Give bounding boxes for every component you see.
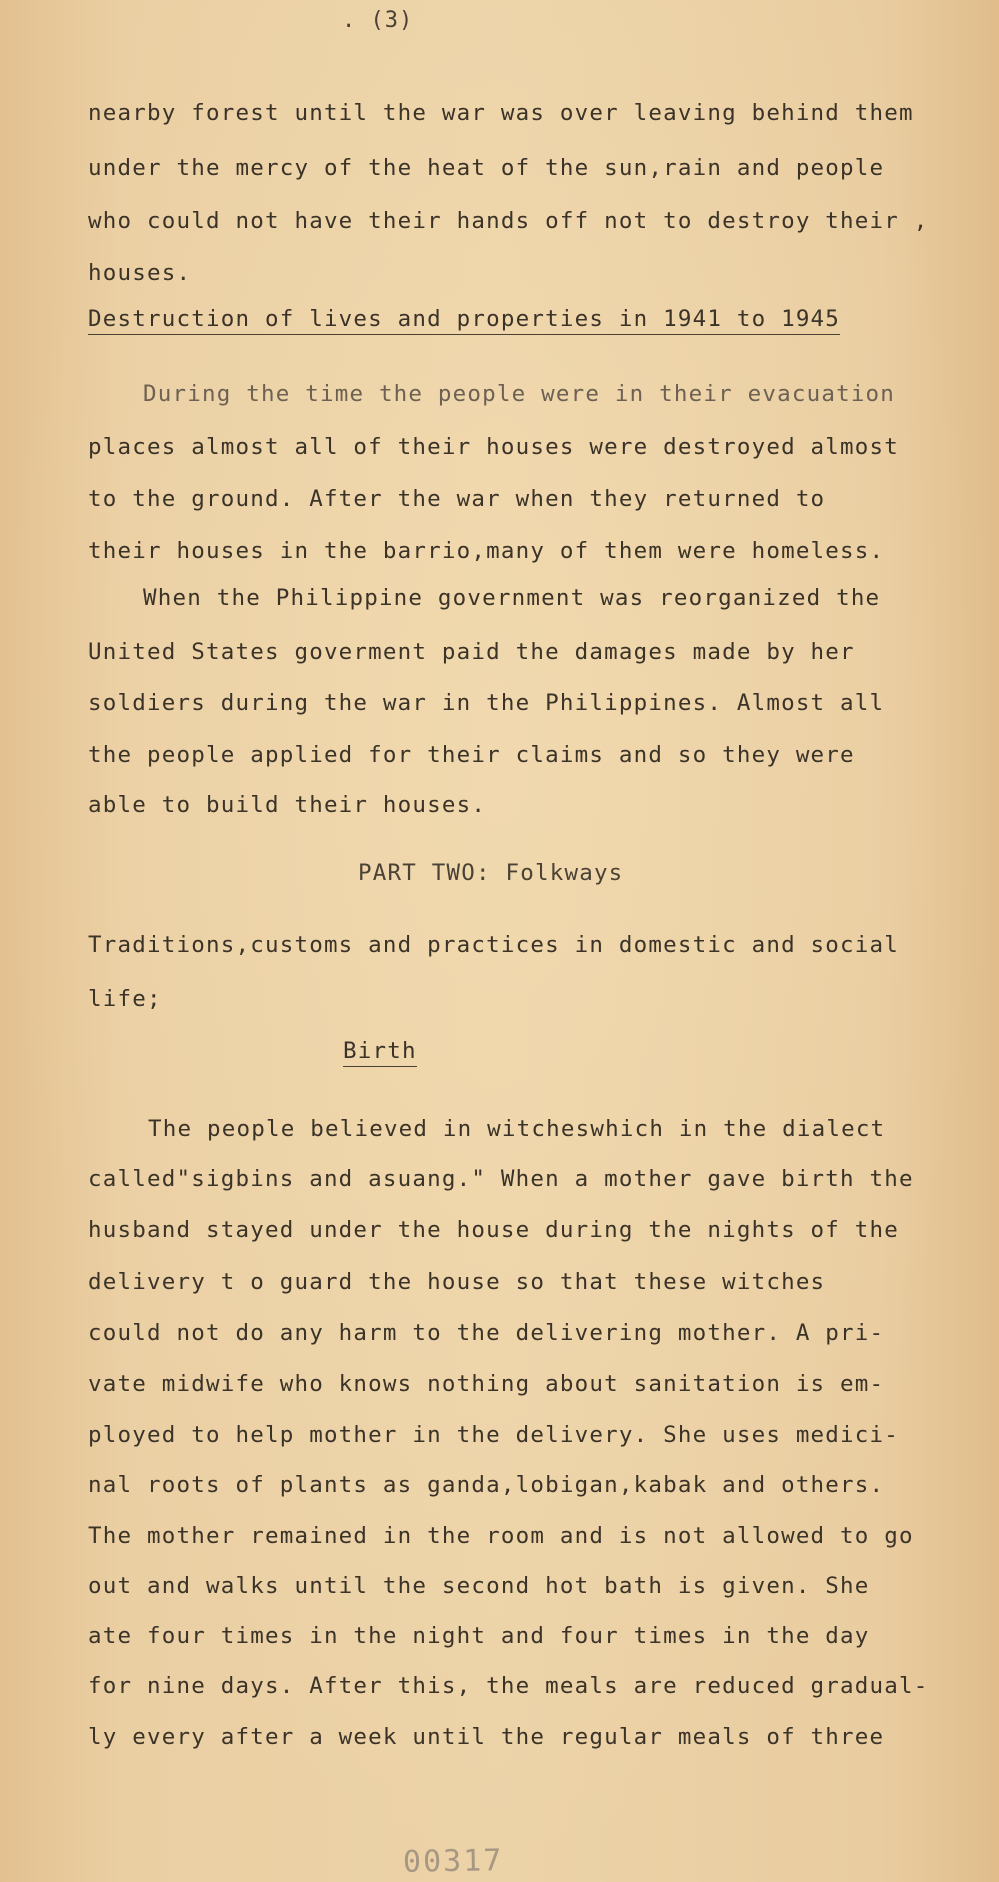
birth-line: out and walks until the second hot bath is given. She [88,1573,870,1599]
destruction-line: During the time the people were in their evacuation [143,381,896,407]
birth-line: The mother remained in the room and is not allowed to go [88,1523,914,1549]
traditions-line: Traditions,customs and practices in domestic and social [88,932,900,958]
birth-heading: Birth [343,1038,417,1067]
claims-line: the people applied for their claims and so they were [88,742,855,768]
birth-line: ly every after a week until the regular meals of three [88,1724,885,1750]
intro-line: nearby forest until the war was over leaving behind them [88,100,914,126]
birth-line: husband stayed under the house during the nights of the [88,1217,900,1243]
page-number: . (3) [342,8,414,33]
claims-line: When the Philippine government was reorganized the [143,585,881,611]
birth-line: The people believed in witcheswhich in the dialect [148,1116,886,1142]
birth-line: for nine days. After this, the meals are reduced gradual- [88,1673,929,1699]
intro-line: who could not have their hands off not to destroy their , [88,208,929,234]
birth-line: ate four times in the night and four times in the day [88,1623,870,1649]
intro-line: houses. [88,260,192,286]
part-two-heading: PART TWO: Folkways [358,860,624,886]
birth-line: ployed to help mother in the delivery. She uses medici- [88,1422,900,1448]
birth-line: could not do any harm to the delivering mother. A pri- [88,1320,885,1346]
birth-line: nal roots of plants as ganda,lobigan,kabak and others. [88,1472,885,1498]
destruction-line: places almost all of their houses were destroyed almost [88,434,900,460]
claims-line: able to build their houses. [88,792,487,818]
destruction-line: their houses in the barrio,many of them were homeless. [88,538,885,564]
intro-line: under the mercy of the heat of the sun,rain and people [88,155,885,181]
destruction-line: to the ground. After the war when they returned to [88,486,826,512]
claims-line: soldiers during the war in the Philippines. Almost all [88,690,885,716]
claims-line: United States goverment paid the damages made by her [88,639,855,665]
archive-stamp-number: 00317 [402,1843,504,1880]
section-heading-destruction: Destruction of lives and properties in 1941 to 1945 [88,306,840,335]
birth-line: delivery t o guard the house so that these witches [88,1269,826,1295]
birth-line: vate midwife who knows nothing about sanitation is em- [88,1371,885,1397]
traditions-line: life; [88,986,162,1012]
birth-line: called"sigbins and asuang." When a mother gave birth the [88,1166,914,1192]
